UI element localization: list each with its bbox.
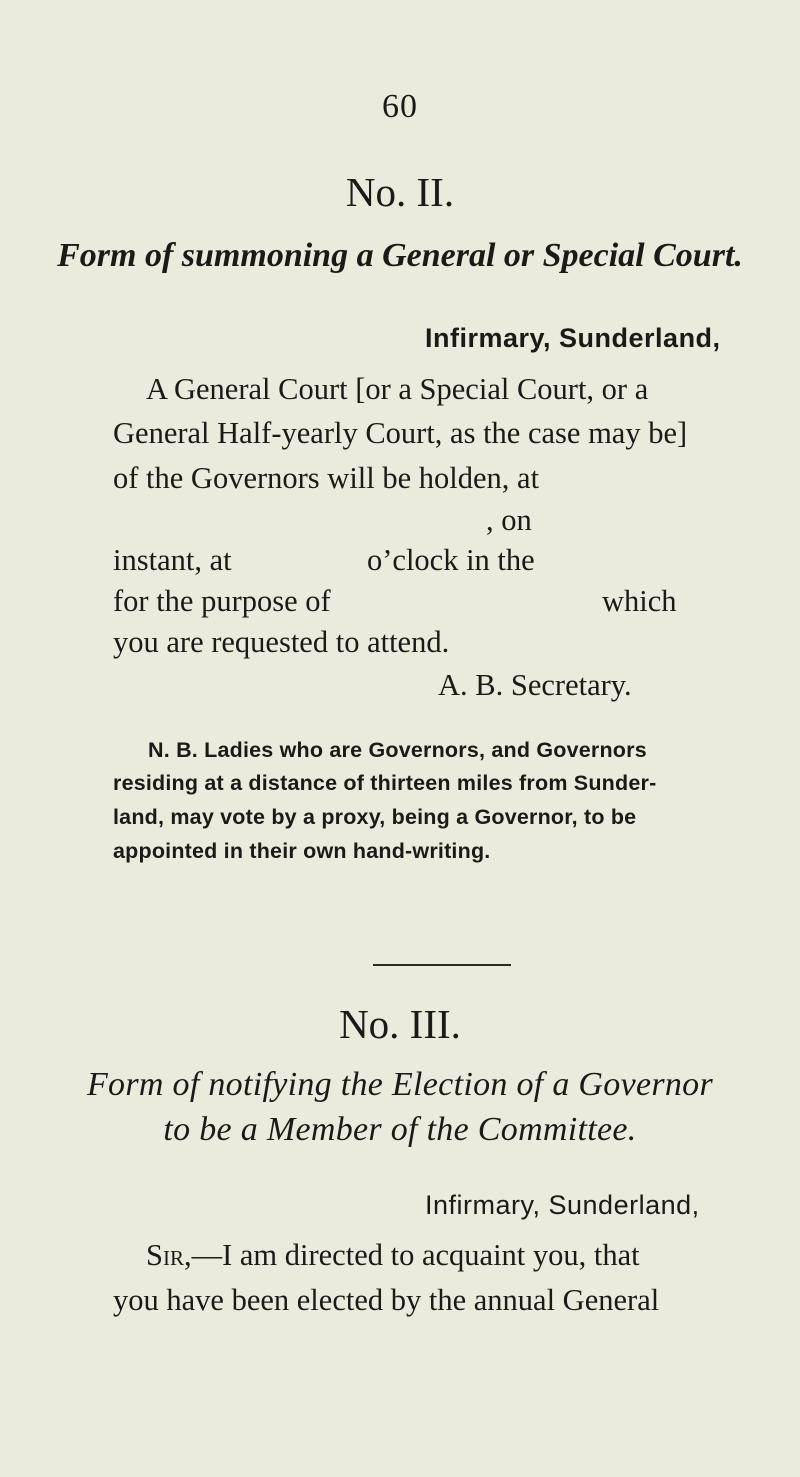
signature: A. B. Secretary.: [438, 668, 632, 702]
blank-attend: you are requested to attend.: [113, 625, 450, 659]
form-title-ii: Form of summoning a General or Special Court.: [57, 237, 743, 274]
place-line-ii: Infirmary, Sunderland,: [425, 323, 721, 353]
form-title-iii-line-1: Form of notifying the Election of a Governor: [86, 1066, 714, 1103]
letter-line-1: [146, 1238, 640, 1273]
blank-on: , on: [486, 503, 532, 537]
section-divider: [373, 964, 511, 966]
salutation: Sir,: [146, 1238, 192, 1272]
body-line-2: General Half-yearly Court, as the case may be]: [113, 416, 688, 450]
note-line-4: appointed in their own hand-writing.: [113, 839, 491, 863]
blank-instant-at: instant, at: [113, 543, 232, 577]
blank-purpose: for the purpose of: [113, 584, 331, 618]
section-heading-iii: No. III.: [339, 1001, 461, 1047]
page-number: 60: [382, 88, 418, 125]
body-line-1: A General Court [or a Special Court, or a: [146, 372, 649, 406]
blank-oclock: o’clock in the: [367, 543, 535, 577]
blank-which: which: [602, 584, 677, 618]
letter-line-1-rest: —I am directed to acquaint you, that: [191, 1238, 640, 1272]
body-line-3: of the Governors will be holden, at: [113, 461, 540, 495]
note-line-1: N. B. Ladies who are Governors, and Governors: [148, 738, 647, 762]
note-line-3: land, may vote by a proxy, being a Governor, to be: [113, 805, 637, 829]
section-heading-ii: No. II.: [345, 169, 455, 215]
note-line-2: residing at a distance of thirteen miles from Sunder-: [113, 771, 657, 795]
form-title-iii-line-2: to be a Member of the Committee.: [163, 1111, 637, 1148]
letter-line-2: you have been elected by the annual General: [113, 1283, 660, 1317]
place-line-iii: Infirmary, Sunderland,: [425, 1190, 700, 1220]
